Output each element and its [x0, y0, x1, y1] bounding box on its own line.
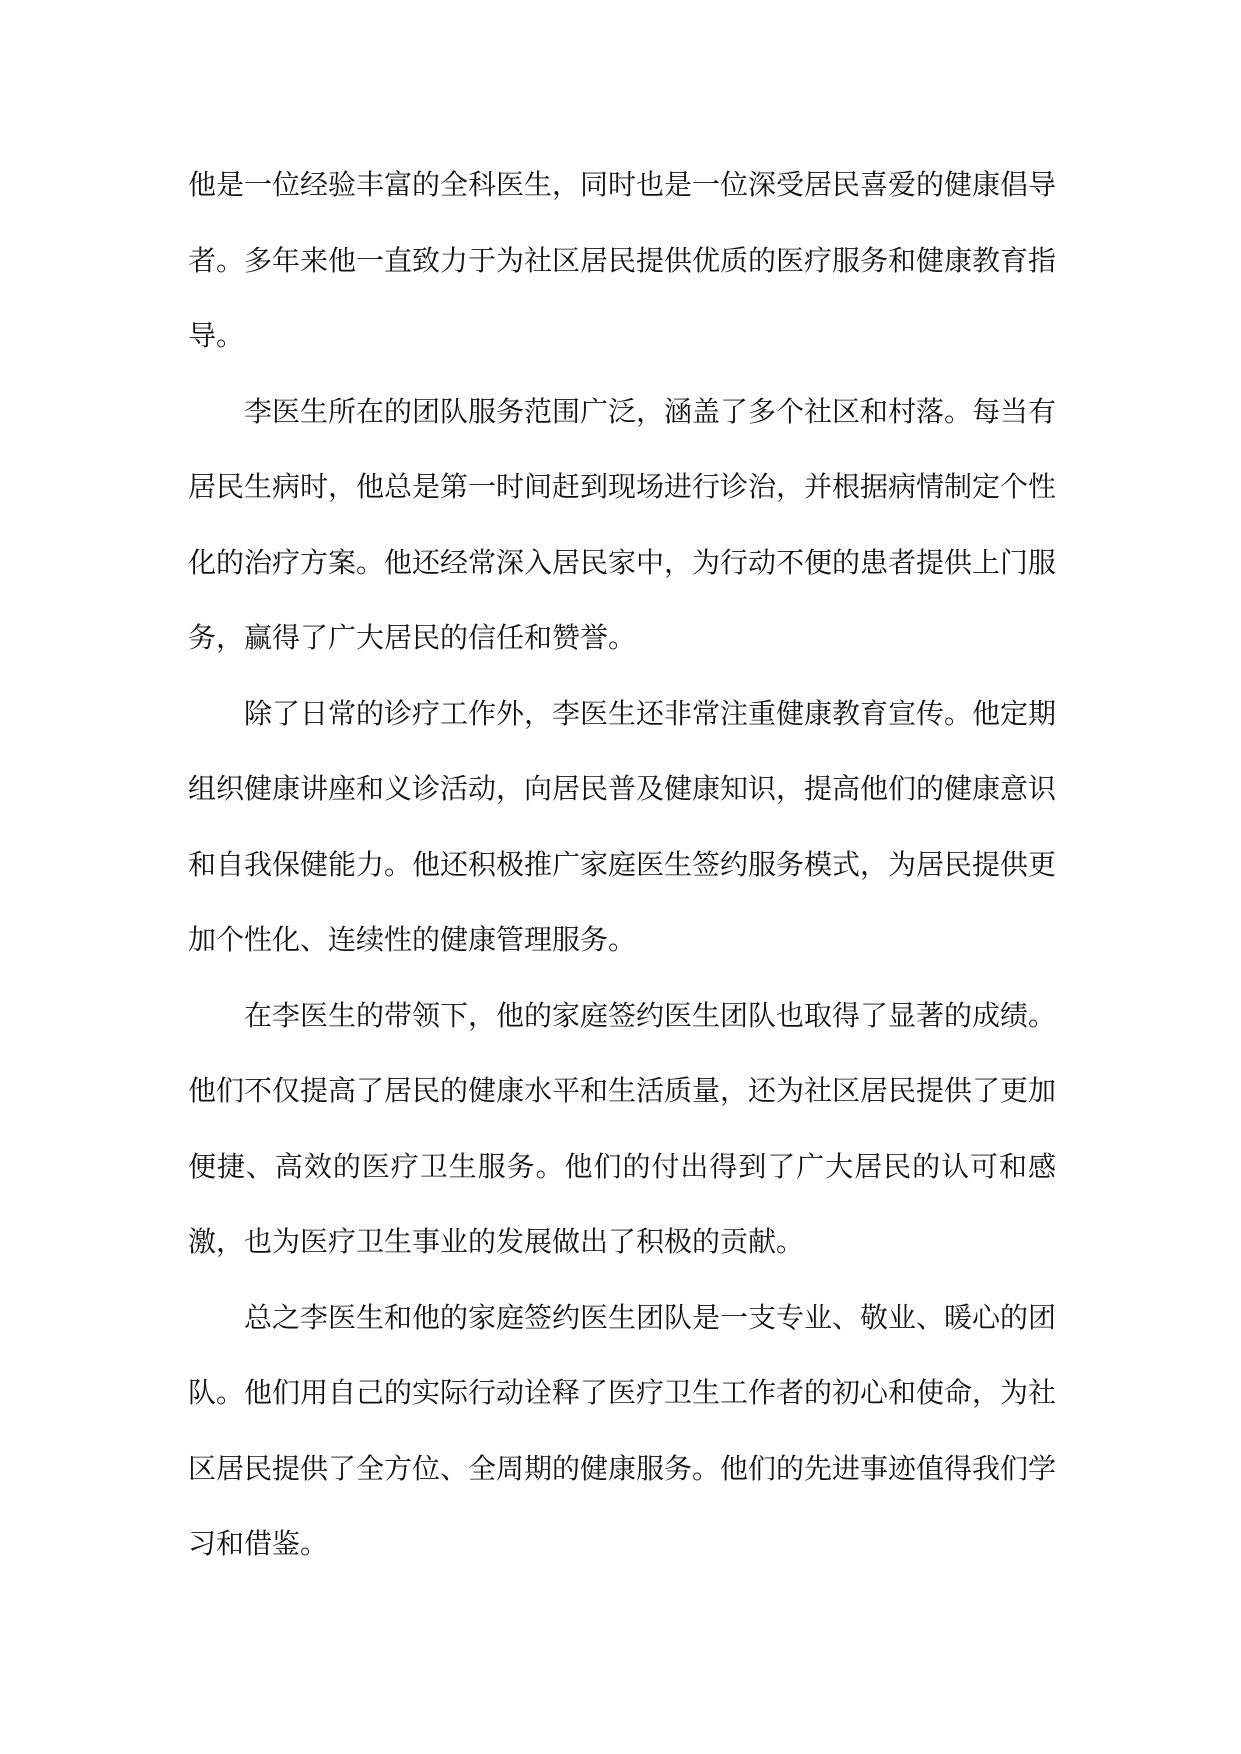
paragraph: 李医生所在的团队服务范围广泛，涵盖了多个社区和村落。每当有居民生病时，他总是第一时间赶到现场进行诊治，并根据病情制定个性化的治疗方案。他还经常深入居民家中，为行动不便的患者提供上门服务，赢得了广大居民的信任和赞誉。 [188, 394, 1057, 654]
document-body [188, 147, 1056, 1582]
paragraph: 除了日常的诊疗工作外，李医生还非常注重健康教育宣传。他定期组织健康讲座和义诊活动，向居民普及健康知识，提高他们的健康意识和自我保健能力。他还积极推广家庭医生签约服务模式，为居民提供更加个性化、连续性的健康管理服务。 [188, 696, 1057, 956]
paragraph: 总之李医生和他的家庭签约医生团队是一支专业、敬业、暖心的团队。他们用自己的实际行动诠释了医疗卫生工作者的初心和使命，为社区居民提供了全方位、全周期的健康服务。他们的先进事迹值得我们学习和借鉴。 [188, 1300, 1057, 1560]
paragraph: 在李医生的带领下，他的家庭签约医生团队也取得了显著的成绩。他们不仅提高了居民的健康水平和生活质量，还为社区居民提供了更加便捷、高效的医疗卫生服务。他们的付出得到了广大居民的认可和感激，也为医疗卫生事业的发展做出了积极的贡献。 [188, 998, 1057, 1258]
paragraph: 他是一位经验丰富的全科医生，同时也是一位深受居民喜爱的健康倡导者。多年来他一直致力于为社区居民提供优质的医疗服务和健康教育指导。 [188, 168, 1057, 352]
